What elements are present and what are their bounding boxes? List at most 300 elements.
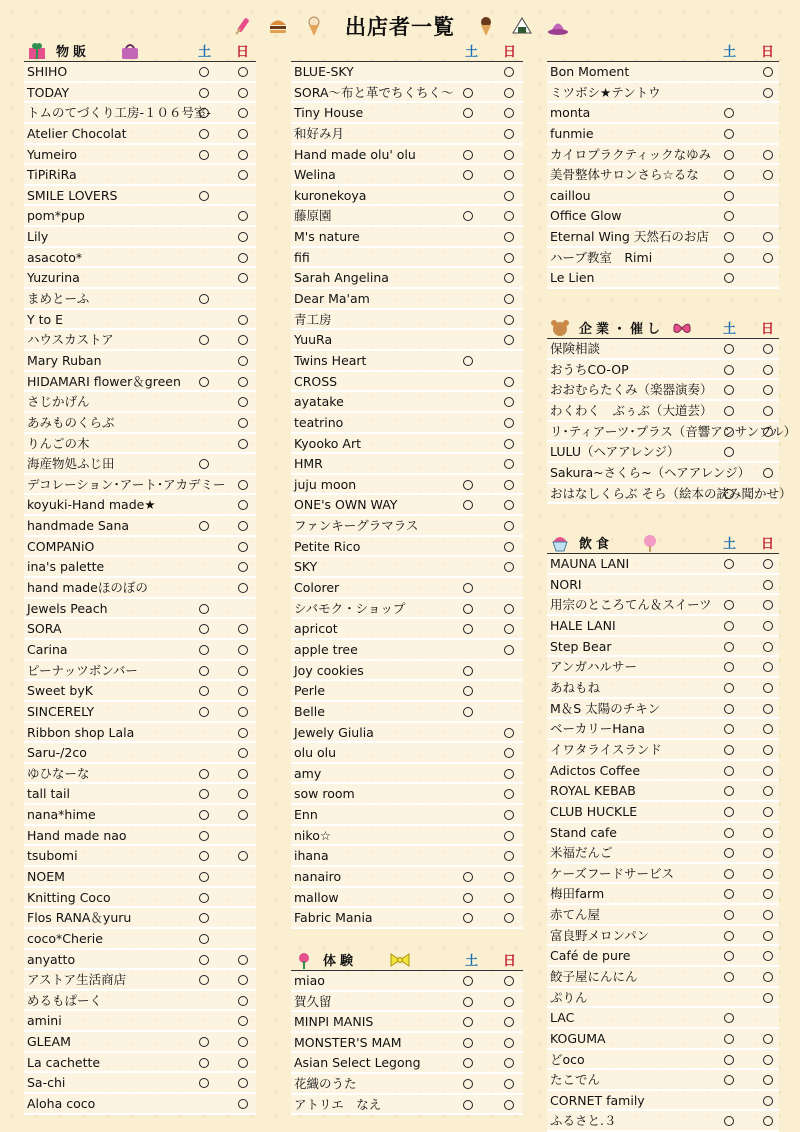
vendor-name: olu olu	[294, 745, 337, 761]
sunday-mark	[504, 211, 514, 221]
vendor-name: 保険相談	[550, 341, 601, 357]
list-item	[291, 537, 523, 558]
list-item	[24, 537, 256, 558]
saturday-mark	[199, 88, 209, 98]
saturday-mark	[199, 1078, 209, 1088]
sunday-mark	[238, 1099, 248, 1109]
vendor-name: Sarah Angelina	[294, 270, 389, 286]
vendor-name: SORA	[27, 621, 62, 637]
list-item	[547, 884, 779, 905]
list-item	[291, 867, 523, 888]
vendor-name: カイロプラクティックなゆみ	[550, 146, 712, 162]
sunday-mark	[504, 1079, 514, 1089]
section-title-goods: 物販	[56, 45, 91, 60]
saturday-mark	[199, 810, 209, 820]
bear-icon	[549, 319, 571, 337]
sun-label: 日	[236, 45, 250, 60]
vendor-name: CORNET family	[550, 1092, 645, 1108]
sat-label: 土	[465, 45, 479, 60]
vendor-name: caillou	[550, 187, 591, 203]
vendor-name: 藤原園	[294, 208, 332, 224]
sunday-mark	[238, 645, 248, 655]
sunday-mark	[238, 728, 248, 738]
vendor-name: MAUNA LANI	[550, 556, 630, 572]
vendor-name: LULU（ヘアアレンジ）	[550, 444, 680, 460]
vendor-name: CLUB HUCKLE	[550, 803, 638, 819]
vendor-name: 餃子屋にんにん	[550, 968, 638, 984]
saturday-mark	[724, 745, 734, 755]
vendor-name: pom*pup	[27, 208, 85, 224]
list-item	[547, 145, 779, 166]
sun-label: 日	[503, 953, 517, 969]
list-item	[547, 699, 779, 720]
list-item	[291, 124, 523, 145]
saturday-mark	[199, 851, 209, 861]
saturday-mark	[199, 67, 209, 77]
list-item	[291, 681, 523, 702]
vendor-name: りんごの木	[27, 435, 90, 451]
vendor-name: 花織のうた	[294, 1076, 357, 1092]
sunday-mark	[238, 273, 248, 283]
list-item	[547, 1050, 779, 1071]
list-item	[24, 475, 256, 496]
list-item	[24, 62, 256, 83]
saturday-mark	[463, 913, 473, 923]
sunday-mark	[238, 562, 248, 572]
list-item	[291, 619, 523, 640]
vendor-name: KOGUMA	[550, 1030, 606, 1046]
sunday-mark	[504, 769, 514, 779]
vendor-name: 美骨整体サロンさら☆るな	[550, 167, 699, 183]
list-item	[291, 743, 523, 764]
saturday-mark	[724, 365, 734, 375]
saturday-mark	[199, 955, 209, 965]
vendor-name: sow room	[294, 786, 355, 802]
vendor-name: まめとーふ	[27, 291, 90, 307]
list-item	[291, 578, 523, 599]
vendor-name: リ･ティアーツ･プラス（音響アンサンブル）	[550, 423, 797, 439]
vendor-name: HMR	[294, 456, 323, 472]
saturday-mark	[199, 521, 209, 531]
sunday-mark	[504, 645, 514, 655]
vendor-name: ina's palette	[27, 559, 105, 575]
sat-label: 土	[723, 45, 737, 60]
sunday-mark	[238, 500, 248, 510]
sunday-mark	[763, 1075, 773, 1085]
vendor-name: ピーナッツボンバー	[27, 662, 138, 678]
vendor-name: ハーブ教室 Rimi	[550, 249, 653, 265]
sunday-mark	[763, 253, 773, 263]
list-item	[547, 740, 779, 761]
list-item	[24, 103, 256, 124]
sunday-mark	[238, 232, 248, 242]
saturday-mark	[724, 931, 734, 941]
sunday-mark	[763, 786, 773, 796]
vendor-name: funmie	[550, 125, 594, 141]
spacer	[291, 929, 523, 951]
list-item	[24, 165, 256, 186]
vendor-name: amy	[294, 765, 322, 781]
list-item	[547, 926, 779, 947]
saturday-mark	[724, 211, 734, 221]
vendor-name: M's nature	[294, 229, 360, 245]
list-item	[547, 719, 779, 740]
vendor-name: TODAY	[27, 84, 70, 100]
list-item	[547, 781, 779, 802]
vendor-name: Le Lien	[550, 270, 595, 286]
sunday-mark	[504, 129, 514, 139]
saturday-mark	[724, 600, 734, 610]
section-header-food	[547, 534, 779, 554]
sunday-mark	[504, 976, 514, 986]
sunday-mark	[238, 211, 248, 221]
sunday-mark	[238, 666, 248, 676]
saturday-mark	[724, 170, 734, 180]
vendor-name: おおむらたくみ（楽器演奏）	[550, 382, 713, 398]
list-item	[291, 248, 523, 269]
sunday-mark	[504, 418, 514, 428]
list-item	[291, 413, 523, 434]
list-item	[24, 1094, 256, 1115]
list-item	[24, 826, 256, 847]
list-item	[291, 145, 523, 166]
saturday-mark	[463, 1079, 473, 1089]
sunday-mark	[504, 377, 514, 387]
sunday-mark	[238, 789, 248, 799]
saturday-mark	[724, 1075, 734, 1085]
saturday-mark	[199, 1058, 209, 1068]
vendor-name: Perle	[294, 683, 326, 699]
sunday-mark	[238, 975, 248, 985]
vendor-name: Yumeiro	[27, 146, 77, 162]
list-item	[24, 392, 256, 413]
list-item	[24, 516, 256, 537]
list-item	[547, 401, 779, 422]
saturday-mark	[463, 872, 473, 882]
vendor-name: COMPANiO	[27, 538, 95, 554]
list-item	[24, 1011, 256, 1032]
sunday-mark	[763, 406, 773, 416]
list-item	[24, 991, 256, 1012]
sunday-mark	[504, 893, 514, 903]
saturday-mark	[199, 872, 209, 882]
saturday-mark	[463, 893, 473, 903]
sunday-mark	[238, 108, 248, 118]
vendor-name: Eternal Wing 天然石のお店	[550, 229, 709, 245]
list-item	[291, 1074, 523, 1095]
saturday-mark	[463, 583, 473, 593]
vendor-name: アンガハルサー	[550, 659, 638, 675]
vendor-name: amini	[27, 1013, 62, 1029]
shaved-ice-icon	[549, 534, 571, 552]
saturday-mark	[463, 500, 473, 510]
sunday-mark	[504, 232, 514, 242]
vendor-name: apricot	[294, 621, 338, 637]
list-item	[291, 495, 523, 516]
list-item	[24, 929, 256, 950]
saturday-mark	[724, 724, 734, 734]
vendor-name: Bon Moment	[550, 64, 630, 79]
section-title-food: 飲食	[579, 537, 614, 553]
sunday-mark	[238, 150, 248, 160]
vendor-name: ゆひなーな	[27, 765, 90, 781]
vendor-name: koyuki-Hand made★	[27, 497, 156, 513]
saturday-mark	[199, 624, 209, 634]
sunday-mark	[763, 807, 773, 817]
sunday-mark	[504, 1017, 514, 1027]
list-item	[547, 83, 779, 104]
list-item	[547, 360, 779, 381]
sunday-mark	[763, 580, 773, 590]
vendor-name: GLEAM	[27, 1034, 71, 1050]
vendor-name: Sweet byK	[27, 683, 93, 699]
sunday-mark	[763, 365, 773, 375]
list-goods-col3	[547, 62, 779, 289]
sunday-mark	[763, 88, 773, 98]
saturday-mark	[199, 294, 209, 304]
sunday-mark	[763, 972, 773, 982]
sunday-mark	[763, 704, 773, 714]
list-item	[291, 372, 523, 393]
sunday-mark	[763, 1034, 773, 1044]
vendor-name: どoco	[550, 1051, 585, 1067]
list-item	[291, 992, 523, 1013]
list-item	[24, 330, 256, 351]
list-item	[547, 905, 779, 926]
saturday-mark	[724, 704, 734, 714]
sunday-mark	[504, 253, 514, 263]
vendor-name: SHIHO	[27, 64, 68, 79]
sunday-mark	[504, 748, 514, 758]
sunday-mark	[238, 129, 248, 139]
list-item	[547, 248, 779, 269]
saturday-mark	[724, 447, 734, 457]
saturday-mark	[463, 1017, 473, 1027]
list-item	[547, 823, 779, 844]
list-experience	[291, 971, 523, 1115]
sunday-mark	[238, 542, 248, 552]
list-item	[291, 1095, 523, 1116]
sunday-mark	[763, 1096, 773, 1106]
sunday-mark	[763, 170, 773, 180]
vendor-name: ROYAL KEBAB	[550, 783, 636, 799]
sunday-mark	[238, 170, 248, 180]
sunday-mark	[504, 67, 514, 77]
sun-label: 日	[761, 45, 775, 60]
saturday-mark	[724, 129, 734, 139]
saturday-mark	[724, 869, 734, 879]
saturday-mark	[463, 211, 473, 221]
vendor-name: HIDAMARI flower＆green	[27, 373, 181, 389]
saturday-mark	[463, 88, 473, 98]
ice-cream-icon	[303, 15, 325, 37]
vendor-name: Aloha coco	[27, 1096, 96, 1112]
vendor-name: 用宗のところてん＆スイーツ	[550, 597, 712, 613]
list-item	[24, 434, 256, 455]
list-item	[291, 289, 523, 310]
list-item	[291, 908, 523, 929]
vendor-name: nanairo	[294, 868, 342, 884]
saturday-mark	[724, 108, 734, 118]
sunday-mark	[238, 480, 248, 490]
sun-label: 日	[761, 537, 775, 553]
sunday-mark	[504, 335, 514, 345]
flower-icon	[293, 951, 315, 969]
sunday-mark	[763, 600, 773, 610]
sunday-mark	[504, 170, 514, 180]
list-item	[24, 289, 256, 310]
list-item	[547, 463, 779, 484]
saturday-mark	[724, 427, 734, 437]
vendor-name: おうちCO-OP	[550, 361, 629, 377]
list-item	[547, 657, 779, 678]
sunday-mark	[238, 996, 248, 1006]
vendor-name: CROSS	[294, 373, 338, 389]
sunday-mark	[504, 273, 514, 283]
list-item	[291, 784, 523, 805]
list-item	[547, 616, 779, 637]
list-item	[547, 422, 797, 443]
list-item	[291, 764, 523, 785]
vendor-name: NOEM	[27, 868, 65, 884]
list-item	[291, 702, 523, 723]
vendor-name: anyatto	[27, 951, 76, 967]
sunday-mark	[238, 624, 248, 634]
vendor-name: kuronekoya	[294, 187, 367, 203]
list-item	[547, 1008, 779, 1029]
saturday-mark	[199, 377, 209, 387]
saturday-mark	[724, 889, 734, 899]
saturday-mark	[199, 686, 209, 696]
saturday-mark	[724, 232, 734, 242]
list-item	[547, 678, 779, 699]
vendor-name: 青工房	[294, 311, 332, 327]
sunday-mark	[238, 707, 248, 717]
sunday-mark	[763, 642, 773, 652]
saturday-mark	[724, 191, 734, 201]
vendor-name: niko☆	[294, 827, 332, 843]
vendor-name: あみものくらぶ	[27, 414, 115, 430]
vendor-name: めるもぱーく	[27, 992, 103, 1008]
hamburger-icon	[267, 15, 289, 37]
sunday-mark	[763, 385, 773, 395]
list-item	[291, 310, 523, 331]
list-item	[24, 908, 256, 929]
saturday-mark	[199, 459, 209, 469]
vendor-name: MONSTER'S MAM	[294, 1034, 402, 1050]
vendor-name: miao	[294, 972, 325, 988]
list-item	[291, 330, 523, 351]
list-item	[291, 454, 523, 475]
saturday-mark	[463, 1058, 473, 1068]
list-item	[24, 599, 256, 620]
saturday-mark	[724, 807, 734, 817]
vendor-name: YuuRa	[294, 332, 333, 348]
saturday-mark	[463, 108, 473, 118]
list-item	[24, 413, 256, 434]
vendor-name: あねもね	[550, 680, 601, 696]
saturday-mark	[199, 666, 209, 676]
sunday-mark	[504, 789, 514, 799]
list-item	[291, 62, 523, 83]
list-item	[291, 1012, 523, 1033]
sunday-mark	[504, 1058, 514, 1068]
list-item	[24, 351, 256, 372]
saturday-mark	[463, 604, 473, 614]
column-3	[547, 42, 797, 1132]
saturday-mark	[199, 707, 209, 717]
section-title-experience: 体験	[323, 953, 358, 969]
sunday-mark	[763, 559, 773, 569]
sunday-mark	[504, 521, 514, 531]
list-item	[24, 557, 256, 578]
page-title: 出店者一覧	[345, 15, 455, 39]
list-item	[24, 764, 256, 785]
sunday-mark	[504, 562, 514, 572]
vendor-name: teatrino	[294, 414, 344, 430]
vendor-name: たこでん	[550, 1072, 601, 1088]
vendor-name: わくわく ぶぅぶ（大道芸）	[550, 402, 713, 418]
sunday-mark	[238, 67, 248, 77]
saturday-mark	[724, 406, 734, 416]
saturday-mark	[724, 766, 734, 776]
saturday-mark	[724, 385, 734, 395]
list-item	[291, 83, 523, 104]
list-item	[291, 1053, 523, 1074]
list-item	[547, 843, 779, 864]
vendor-name: tall tail	[27, 786, 70, 802]
sat-label: 土	[723, 322, 737, 338]
vendor-name: SKY	[294, 559, 318, 575]
vendor-name: juju moon	[294, 476, 357, 492]
list-item	[547, 186, 779, 207]
vendor-name: TiPiRiRa	[27, 167, 77, 183]
sunday-mark	[504, 913, 514, 923]
list-item	[24, 681, 256, 702]
list-item	[291, 723, 523, 744]
vendor-name: SINCERELY	[27, 703, 95, 719]
sunday-mark	[763, 931, 773, 941]
vendor-name: Twins Heart	[294, 352, 367, 368]
onigiri-icon	[511, 15, 533, 37]
spacer	[547, 289, 779, 319]
sunday-mark	[763, 869, 773, 879]
list-item	[291, 434, 523, 455]
vendor-name: Jewels Peach	[27, 600, 108, 616]
vendor-name: トムのてづくり工房-１０６号室-	[27, 105, 212, 121]
list-item	[547, 967, 779, 988]
saturday-mark	[463, 624, 473, 634]
sunday-mark	[504, 872, 514, 882]
sunday-mark	[238, 769, 248, 779]
list-item	[547, 802, 779, 823]
saturday-mark	[724, 683, 734, 693]
list-item	[24, 83, 256, 104]
vendor-name: Sakura~さくら~（ヘアアレンジ）	[550, 464, 751, 480]
sunday-mark	[504, 480, 514, 490]
saturday-mark	[724, 828, 734, 838]
list-item	[291, 227, 523, 248]
list-item	[547, 864, 779, 885]
list-item	[547, 103, 779, 124]
list-item	[24, 206, 256, 227]
list-item	[24, 186, 256, 207]
saturday-mark	[463, 356, 473, 366]
list-item	[24, 702, 256, 723]
list-item	[291, 661, 523, 682]
list-item	[547, 988, 779, 1009]
saturday-mark	[199, 645, 209, 655]
